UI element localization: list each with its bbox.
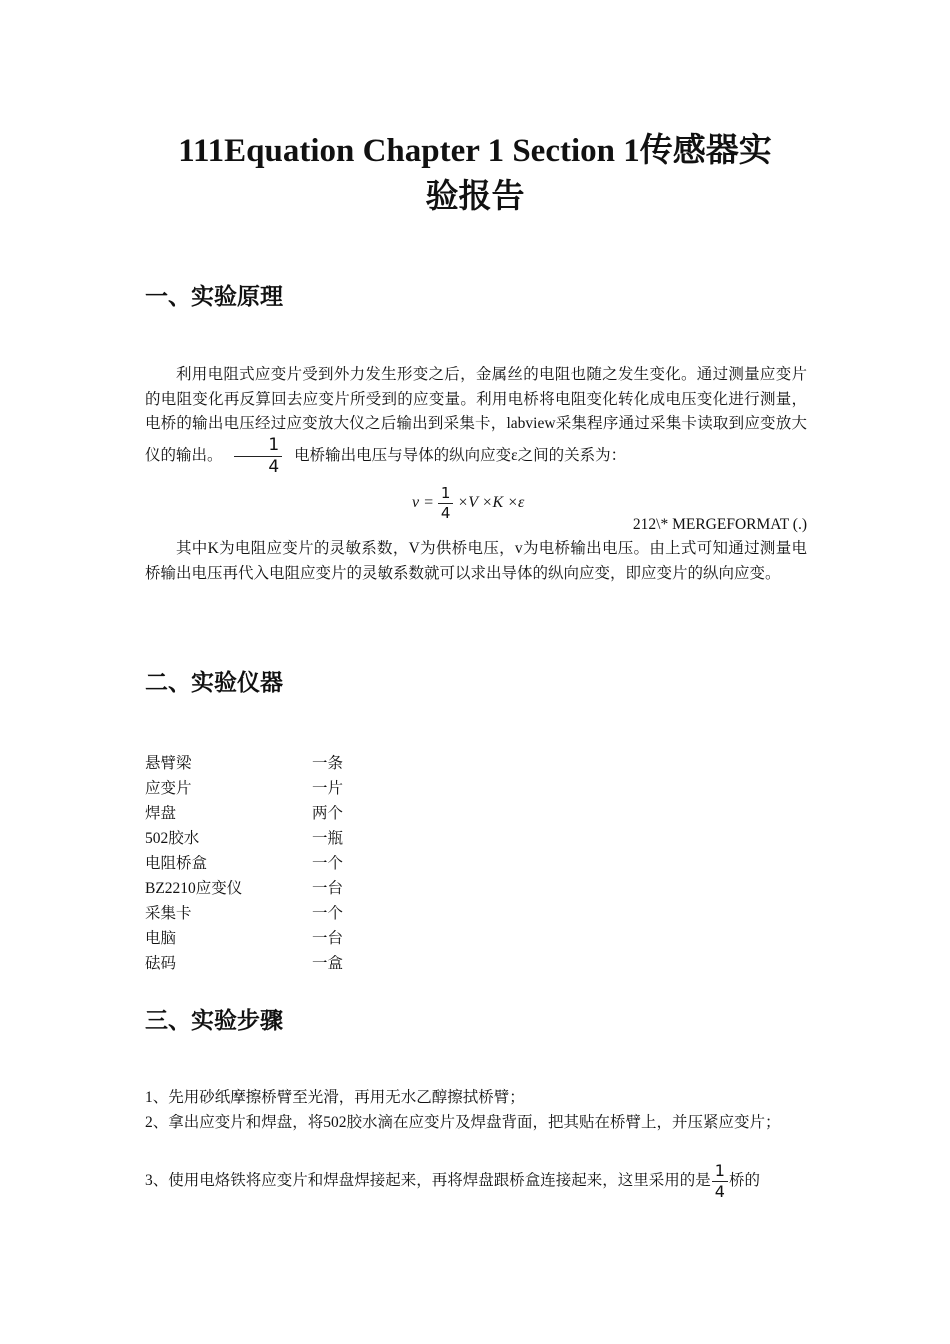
equation-fraction-numerator: 1 bbox=[438, 486, 454, 504]
equation-lhs: v = bbox=[412, 494, 434, 512]
instrument-name: 应变片 bbox=[145, 779, 192, 797]
principle-paragraph-1 bbox=[145, 363, 807, 476]
instrument-row bbox=[145, 749, 343, 774]
instrument-row bbox=[145, 874, 343, 899]
instrument-quantity: 一片 bbox=[312, 779, 344, 797]
principle-paragraph-2: 其中K为电阻应变片的灵敏系数，V为供桥电压，v为电桥输出电压。由上式可知通过测量电桥输出电压再代入电阻应变片的灵敏系数就可以求出导体的纵向应变，即应变片的纵向应变。 bbox=[145, 540, 807, 582]
instrument-row bbox=[145, 924, 343, 949]
step-1: 1、先用砂纸摩擦桥臂至光滑，再用无水乙醇擦拭桥臂； bbox=[145, 1089, 525, 1106]
instrument-quantity: 一台 bbox=[312, 929, 344, 947]
instrument-row bbox=[145, 849, 343, 874]
section-heading-instruments: 二、实验仪器 bbox=[145, 670, 283, 695]
instrument-row bbox=[145, 899, 343, 924]
instrument-name: BZ2210应变仪 bbox=[145, 879, 243, 897]
instrument-row bbox=[145, 949, 343, 974]
instrument-quantity: 一瓶 bbox=[312, 829, 344, 847]
instrument-row bbox=[145, 774, 343, 799]
principle-text-b: 电桥输出电压与导体的纵向应变ε之间的关系为： bbox=[294, 446, 627, 464]
equation-rhs: ×V ×K ×ε bbox=[457, 494, 525, 512]
instrument-quantity: 一个 bbox=[312, 854, 344, 872]
step-3-text-a: 3、使用电烙铁将应变片和焊盘焊接起来，再将焊盘跟桥盒连接起来，这里采用的是 bbox=[145, 1172, 711, 1190]
instrument-name: 焊盘 bbox=[145, 804, 177, 822]
title-line-1: 111Equation Chapter 1 Section 1传感器实 bbox=[178, 133, 772, 169]
document-title bbox=[140, 128, 810, 220]
equation-number: 212\* MERGEFORMAT (.) bbox=[632, 516, 807, 533]
instrument-quantity: 一个 bbox=[312, 904, 344, 922]
quarter-fraction bbox=[234, 434, 282, 477]
fraction-denominator: 4 bbox=[268, 456, 280, 477]
instrument-quantity: 两个 bbox=[312, 804, 344, 822]
instrument-name: 电阻桥盒 bbox=[145, 854, 208, 872]
instrument-name: 电脑 bbox=[145, 929, 177, 947]
title-line-2: 验报告 bbox=[425, 179, 525, 215]
instrument-row bbox=[145, 799, 343, 824]
bridge-equation bbox=[412, 486, 524, 521]
step-2: 2、拿出应变片和焊盘，将502胶水滴在应变片及焊盘背面，把其贴在桥臂上，并压紧应变片； bbox=[145, 1114, 781, 1131]
fraction-numerator: 1 bbox=[234, 437, 282, 457]
instrument-name: 502胶水 bbox=[145, 829, 200, 847]
step-3 bbox=[145, 1163, 807, 1200]
instrument-quantity: 一盒 bbox=[312, 954, 344, 972]
step-3-fraction-denominator: 4 bbox=[714, 1182, 725, 1201]
instrument-row bbox=[145, 824, 343, 849]
instrument-quantity: 一台 bbox=[312, 879, 344, 897]
instrument-name: 砝码 bbox=[145, 954, 177, 972]
step-3-text-b: 桥的 bbox=[728, 1172, 760, 1190]
equation-fraction bbox=[438, 486, 454, 521]
instrument-name: 悬臂梁 bbox=[145, 754, 192, 772]
equation-fraction-denominator: 4 bbox=[440, 504, 451, 522]
instrument-quantity: 一条 bbox=[312, 754, 344, 772]
instrument-list bbox=[145, 749, 343, 974]
section-heading-steps: 三、实验步骤 bbox=[145, 1008, 283, 1033]
instrument-name: 采集卡 bbox=[145, 904, 192, 922]
principle-text-a: 利用电阻式应变片受到外力发生形变之后，金属丝的电阻也随之发生变化。通过测量应变片的电阻变化再反算回去应变片所受到的应变量。利用电桥将电阻变化转化成电压变化进行测量，电桥的输出电压经过应变放大仪之后输出到采集卡，labview采集程序通过采集卡读取到应变放大仪的输出。 bbox=[145, 366, 807, 464]
step-3-fraction bbox=[712, 1163, 728, 1200]
section-heading-principle: 一、实验原理 bbox=[145, 284, 283, 309]
step-3-fraction-numerator: 1 bbox=[712, 1163, 728, 1182]
